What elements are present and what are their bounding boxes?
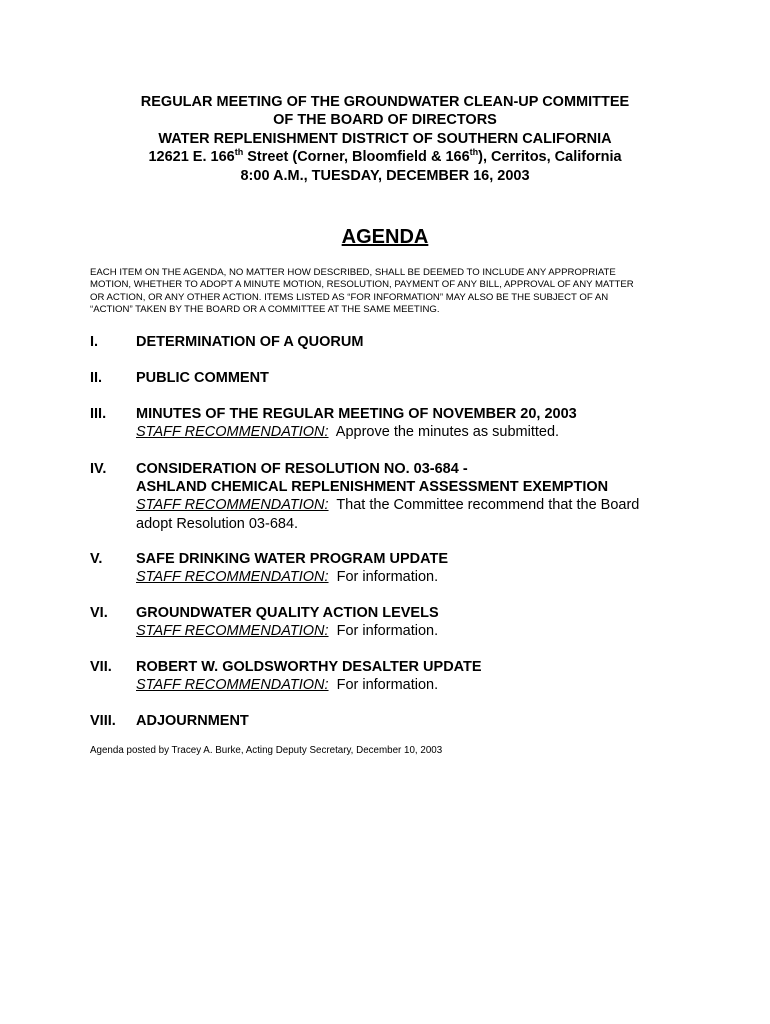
staff-recommendation <box>136 423 716 441</box>
item-title: CONSIDERATION OF RESOLUTION NO. 03-684 - <box>136 461 468 477</box>
item-title: ADJOURNMENT <box>136 713 249 729</box>
item-title: PUBLIC COMMENT <box>136 370 269 386</box>
item-title: DETERMINATION OF A QUORUM <box>136 334 364 350</box>
preamble-line: OR ACTION, OR ANY OTHER ACTION. ITEMS LISTED AS “FOR INFORMATION” MAY ALSO BE THE SUBJECT OF AN <box>90 291 609 303</box>
item-title: ROBERT W. GOLDSWORTHY DESALTER UPDATE <box>136 659 482 675</box>
preamble-line: “ACTION” TAKEN BY THE BOARD OR A COMMITTEE AT THE SAME MEETING. <box>90 304 440 316</box>
agenda-title: AGENDA <box>341 226 429 248</box>
preamble-line: MOTION, WHETHER TO ADOPT A MINUTE MOTION, RESOLUTION, PAYMENT OF ANY BILL, APPROVAL OF ANY MATTER <box>90 279 634 291</box>
item-number: IV. <box>90 461 107 477</box>
recommendation-text-continued: adopt Resolution 03-684. <box>136 515 299 532</box>
recommendation-text: Approve the minutes as submitted. <box>328 424 560 441</box>
item-number: III. <box>90 406 107 422</box>
item-number: V. <box>90 551 103 567</box>
recommendation-text: That the Committee recommend that the Board <box>328 497 640 514</box>
recommendation-label: STAFF RECOMMENDATION: <box>136 623 329 640</box>
header-date-time: 8:00 A.M., TUESDAY, DECEMBER 16, 2003 <box>240 167 530 184</box>
item-number: VI. <box>90 605 108 621</box>
meeting-header <box>0 93 770 185</box>
recommendation-label: STAFF RECOMMENDATION: <box>136 497 329 514</box>
agenda-preamble <box>90 267 690 317</box>
item-title: GROUNDWATER QUALITY ACTION LEVELS <box>136 605 439 621</box>
recommendation-label: STAFF RECOMMENDATION: <box>136 569 329 586</box>
address-part-2: Street (Corner, Bloomfield & 166 <box>243 149 470 166</box>
header-address <box>0 148 770 166</box>
posting-notice: Agenda posted by Tracey A. Burke, Acting Deputy Secretary, December 10, 2003 <box>90 745 443 756</box>
recommendation-text: For information. <box>328 623 439 640</box>
recommendation-text: For information. <box>328 677 439 694</box>
staff-recommendation <box>136 496 716 514</box>
address-sup-2: th <box>469 147 479 158</box>
address-sup-1: th <box>234 147 244 158</box>
recommendation-label: STAFF RECOMMENDATION: <box>136 424 329 441</box>
item-number: VII. <box>90 659 112 675</box>
item-number: I. <box>90 334 99 350</box>
header-line-3: WATER REPLENISHMENT DISTRICT OF SOUTHERN CALIFORNIA <box>158 130 612 147</box>
item-number: II. <box>90 370 103 386</box>
header-line-1: REGULAR MEETING OF THE GROUNDWATER CLEAN-UP COMMITTEE <box>140 94 630 110</box>
recommendation-label: STAFF RECOMMENDATION: <box>136 677 329 694</box>
header-line-2: OF THE BOARD OF DIRECTORS <box>273 112 497 129</box>
address-part-3: ), Cerritos, California <box>478 149 622 166</box>
recommendation-text: For information. <box>328 569 439 586</box>
staff-recommendation <box>136 676 716 694</box>
item-title: MINUTES OF THE REGULAR MEETING OF NOVEMBER 20, 2003 <box>136 406 577 422</box>
address-part-1: 12621 E. 166 <box>148 149 235 166</box>
staff-recommendation <box>136 568 716 586</box>
item-title-continued: ASHLAND CHEMICAL REPLENISHMENT ASSESSMENT EXEMPTION <box>136 479 609 496</box>
item-title: SAFE DRINKING WATER PROGRAM UPDATE <box>136 551 449 567</box>
item-number: VIII. <box>90 713 116 729</box>
staff-recommendation <box>136 622 716 640</box>
preamble-line: EACH ITEM ON THE AGENDA, NO MATTER HOW DESCRIBED, SHALL BE DEEMED TO INCLUDE ANY APPROPRIATE <box>90 267 616 278</box>
